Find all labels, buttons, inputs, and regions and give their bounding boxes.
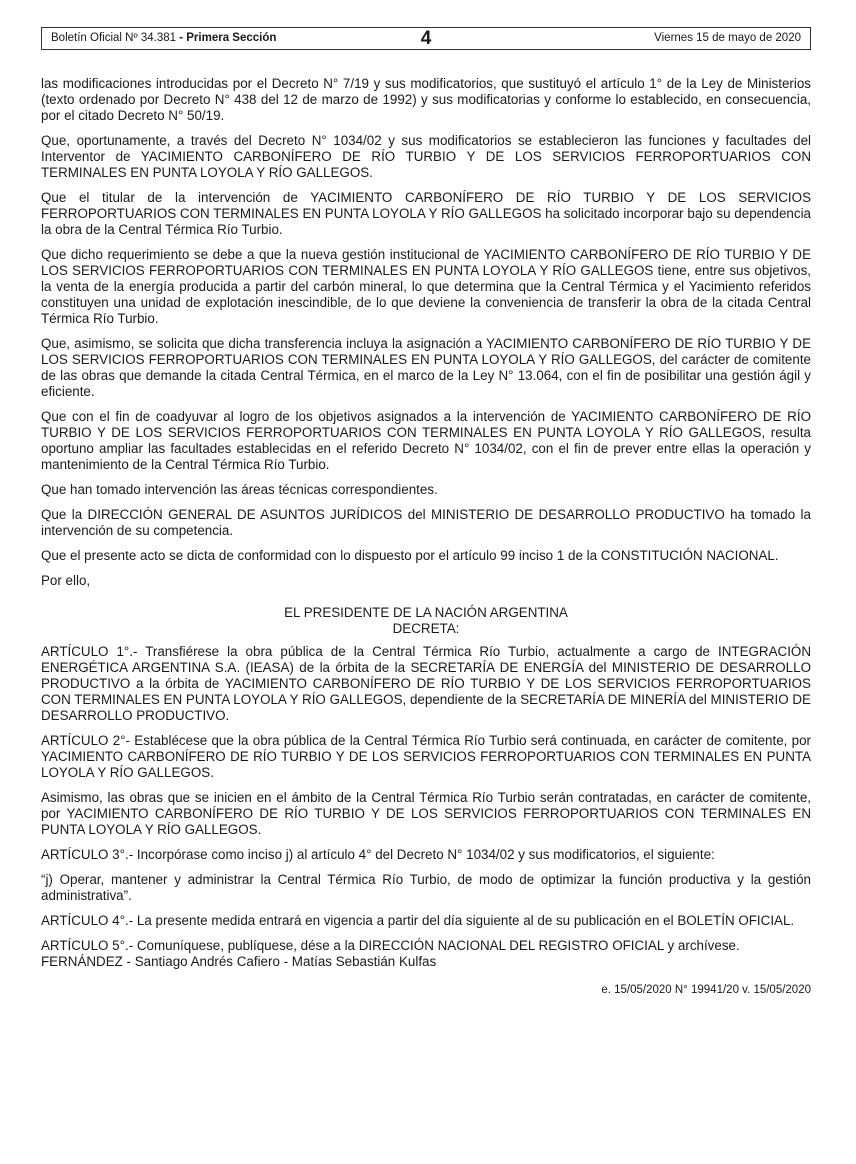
article-3: ARTÍCULO 3°.- Incorpórase como inciso j) al artículo 4° del Decreto N° 1034/02 y sus modificatorios, el siguiente: bbox=[41, 847, 715, 862]
page-number: 4 bbox=[420, 28, 432, 49]
decree-heading bbox=[41, 605, 811, 637]
paragraph: Que, asimismo, se solicita que dicha transferencia incluya la asignación a YACIMIENTO CARBONÍFERO DE RÍO TURBIO Y DE LOS SERVICIOS FERROPORTUARIOS CON TERMINALES EN PUNTA LOYOLA Y RÍO GALLEGOS, del carácter de comitente de las obras que demande la citada Central Térmica, en el marco de la Ley N° 13.064, con el fin de posibilitar una gestión ágil y eficiente. bbox=[41, 336, 811, 399]
article-4: ARTÍCULO 4°.- La presente medida entrará en vigencia a partir del día siguiente al de su publicación en el BOLETÍN OFICIAL. bbox=[41, 913, 795, 928]
article-2-continuation: Asimismo, las obras que se inicien en el ámbito de la Central Térmica Río Turbio serán contratadas, en carácter de comitente, por YACIMIENTO CARBONÍFERO DE RÍO TURBIO Y DE LOS SERVICIOS FERROPORTUARIOS CON TERMINALES EN PUNTA LOYOLA Y RÍO GALLEGOS. bbox=[41, 790, 811, 837]
article-3-clause: “j) Operar, mantener y administrar la Central Térmica Río Turbio, de modo de optimizar la función productiva y la gestión administrativa”. bbox=[41, 872, 811, 903]
paragraph: Que la DIRECCIÓN GENERAL DE ASUNTOS JURÍDICOS del MINISTERIO DE DESARROLLO PRODUCTIVO ha tomado la intervención de su competencia. bbox=[41, 507, 811, 538]
article-5: ARTÍCULO 5°.- Comuníquese, publíquese, dése a la DIRECCIÓN NACIONAL DEL REGISTRO OFICIAL y archívese. bbox=[41, 938, 740, 953]
article-2: ARTÍCULO 2°- Establécese que la obra pública de la Central Térmica Río Turbio será continuada, en carácter de comitente, por YACIMIENTO CARBONÍFERO DE RÍO TURBIO Y DE LOS SERVICIOS FERROPORTUARIOS CON TERMINALES EN PUNTA LOYOLA Y RÍO GALLEGOS. bbox=[41, 733, 811, 780]
header-date: Viernes 15 de mayo de 2020 bbox=[654, 32, 801, 44]
page-header bbox=[41, 27, 811, 50]
signatures: FERNÁNDEZ - Santiago Andrés Cafiero - Matías Sebastián Kulfas bbox=[41, 954, 437, 969]
paragraph: Que dicho requerimiento se debe a que la nueva gestión institucional de YACIMIENTO CARBONÍFERO DE RÍO TURBIO Y DE LOS SERVICIOS FERROPORTUARIOS CON TERMINALES EN PUNTA LOYOLA Y RÍO GALLEGOS tiene, entre sus objetivos, la venta de la energía producida a partir del carbón mineral, lo que determina que la Central Térmica y el Yacimiento referidos constituyen una unidad de explotación inescindible, de lo que deviene la conveniencia de transferir la obra de la citada Central Térmica Río Turbio. bbox=[41, 247, 811, 326]
header-publication: Boletín Oficial Nº 34.381 - Primera Sección bbox=[51, 32, 277, 44]
paragraph: Que han tomado intervención las áreas técnicas correspondientes. bbox=[41, 482, 438, 497]
header-section: Primera Sección bbox=[186, 32, 277, 44]
decree-heading-line1: EL PRESIDENTE DE LA NACIÓN ARGENTINA bbox=[284, 605, 568, 620]
paragraph: las modificaciones introducidas por el Decreto N° 7/19 y sus modificatorios, que sustituyó el artículo 1° de la Ley de Ministerios (texto ordenado por Decreto N° 438 del 12 de marzo de 1992) y sus modificatorias y conforme lo establecido, en consecuencia, por el citado Decreto N° 50/19. bbox=[41, 76, 811, 123]
decree-heading-line2: DECRETA: bbox=[392, 621, 460, 636]
article-1: ARTÍCULO 1°.- Transfiérese la obra pública de la Central Térmica Río Turbio, actualmente a cargo de INTEGRACIÓN ENERGÉTICA ARGENTINA S.A. (IEASA) de la órbita de la SECRETARÍA DE ENERGÍA del MINISTERIO DE DESARROLLO PRODUCTIVO a la órbita de YACIMIENTO CARBONÍFERO DE RÍO TURBIO Y DE LOS SERVICIOS FERROPORTUARIOS CON TERMINALES EN PUNTA LOYOLA Y RÍO GALLEGOS, dependiente de la SECRETARÍA DE MINERÍA del MINISTERIO DE DESARROLLO PRODUCTIVO. bbox=[41, 644, 811, 723]
document-body bbox=[41, 76, 811, 998]
paragraph: Que con el fin de coadyuvar al logro de los objetivos asignados a la intervención de YACIMIENTO CARBONÍFERO DE RÍO TURBIO Y DE LOS SERVICIOS FERROPORTUARIOS CON TERMINALES EN PUNTA LOYOLA Y RÍO GALLEGOS, resulta oportuno ampliar las facultades establecidas en el referido Decreto N° 1034/02, con el fin de prever entre ellas la operación y mantenimiento de la Central Térmica Río Turbio. bbox=[41, 409, 811, 472]
paragraph: Que el titular de la intervención de YACIMIENTO CARBONÍFERO DE RÍO TURBIO Y DE LOS SERVICIOS FERROPORTUARIOS CON TERMINALES EN PUNTA LOYOLA Y RÍO GALLEGOS ha solicitado incorporar bajo su dependencia la obra de la Central Térmica Río Turbio. bbox=[41, 190, 811, 237]
paragraph: Por ello, bbox=[41, 573, 91, 588]
paragraph: Que el presente acto se dicta de conformidad con lo dispuesto por el artículo 99 inciso 1 de la CONSTITUCIÓN NACIONAL. bbox=[41, 548, 779, 563]
publication-reference: e. 15/05/2020 N° 19941/20 v. 15/05/2020 bbox=[601, 984, 811, 996]
paragraph: Que, oportunamente, a través del Decreto N° 1034/02 y sus modificatorios se establecieron las funciones y facultades del Interventor de YACIMIENTO CARBONÍFERO DE RÍO TURBIO Y DE LOS SERVICIOS FERROPORTUARIOS CON TERMINALES EN PUNTA LOYOLA Y RÍO GALLEGOS. bbox=[41, 133, 811, 180]
